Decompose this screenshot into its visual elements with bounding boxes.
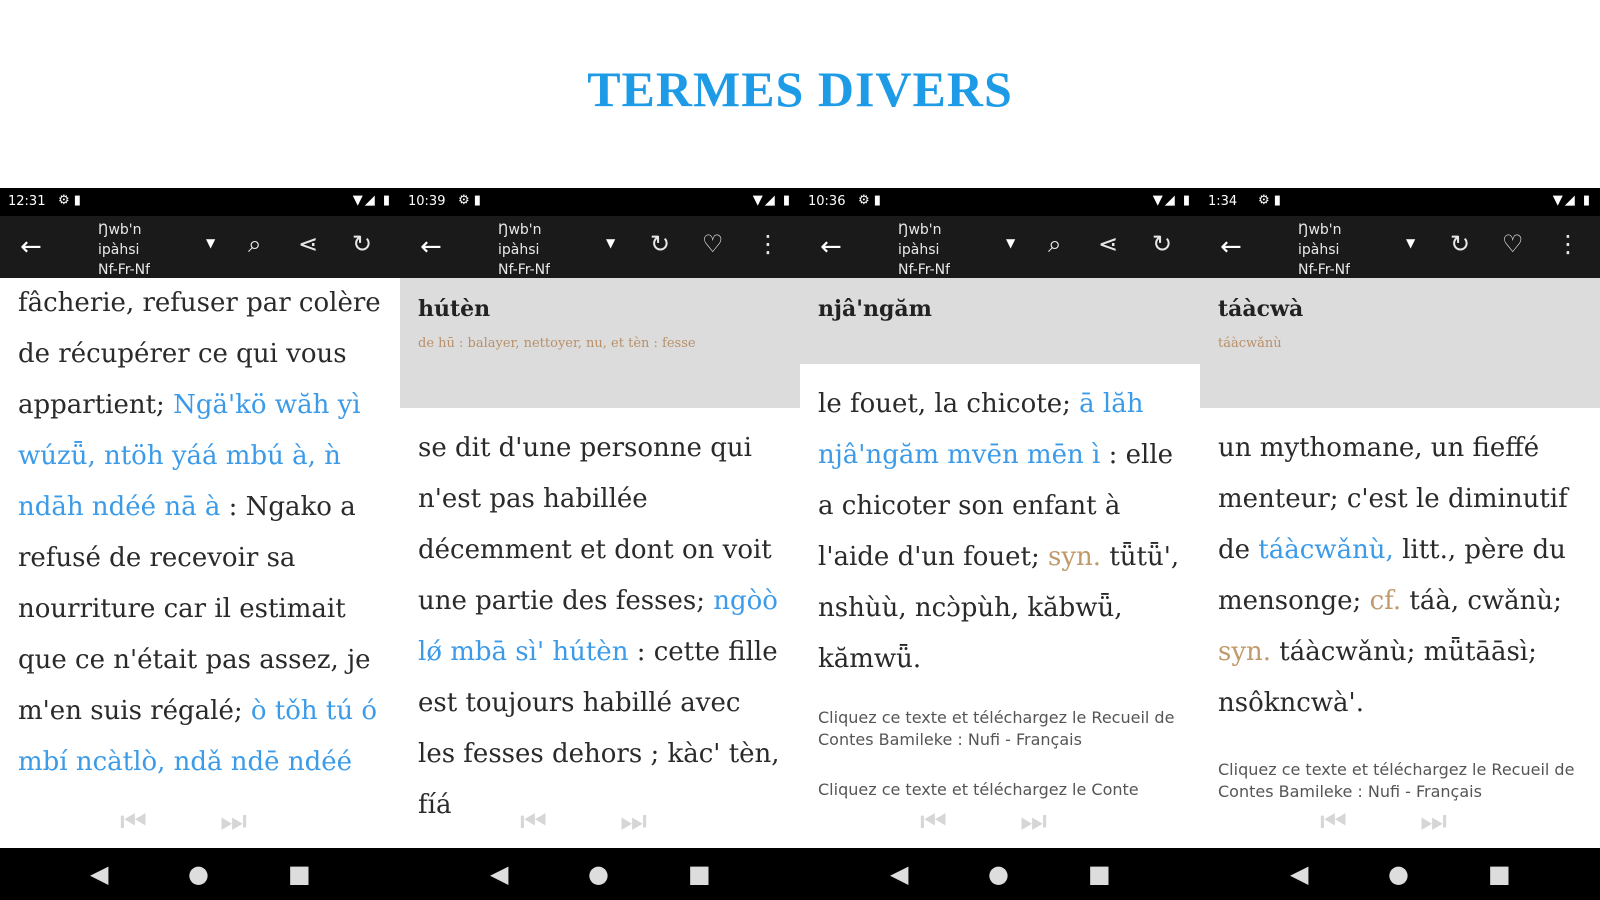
app-title-line: Ŋwb'n bbox=[98, 222, 142, 238]
download-link[interactable]: Cliquez ce texte et téléchargez le Conte bbox=[818, 780, 1139, 799]
refresh-icon[interactable]: ↻ bbox=[352, 230, 373, 258]
prev-icon[interactable]: ⏮ bbox=[120, 804, 147, 839]
screenshots-strip bbox=[0, 188, 1600, 900]
back-arrow-icon[interactable]: ← bbox=[820, 232, 842, 262]
entry-body bbox=[800, 364, 1200, 685]
share-icon[interactable]: ⋖ bbox=[1098, 230, 1119, 258]
status-bar bbox=[0, 188, 400, 216]
app-title-line: Ŋwb'n bbox=[1298, 222, 1342, 238]
definition-text: litt., père du mensonge; bbox=[1218, 535, 1566, 616]
definition-text: le fouet, la chicote; bbox=[818, 389, 1080, 419]
status-bar bbox=[400, 188, 800, 216]
nav-back-icon[interactable]: ◀ bbox=[90, 860, 109, 888]
refresh-icon[interactable]: ↻ bbox=[1152, 230, 1173, 258]
dropdown-icon[interactable]: ▼ bbox=[206, 236, 216, 250]
app-title-line: Nf-Fr-Nf bbox=[498, 262, 551, 278]
app-bar bbox=[400, 216, 800, 278]
entry-content bbox=[400, 278, 800, 848]
nav-home-icon[interactable]: ● bbox=[588, 860, 609, 888]
app-title-line: ipàhsi bbox=[898, 242, 940, 258]
media-controls bbox=[520, 804, 680, 844]
status-icons-right: ▼◢ ▮ bbox=[1152, 193, 1192, 208]
download-link[interactable]: Cliquez ce texte et téléchargez le Recueil de Contes Bamileke : Nufi - Français bbox=[1218, 760, 1575, 801]
abbrev-label: syn. bbox=[1218, 637, 1272, 667]
example-phrase[interactable]: táàcwǎnù, bbox=[1258, 535, 1394, 565]
download-link[interactable]: Cliquez ce texte et téléchargez le Recueil de Contes Bamileke : Nufi - Français bbox=[818, 708, 1175, 749]
app-title-line: Ŋwb'n bbox=[898, 222, 942, 238]
entry-headword: táàcwà bbox=[1218, 296, 1304, 322]
example-phrase[interactable]: ā lăh njâ'ngăm mvēn mēn ì bbox=[818, 389, 1144, 470]
nav-recents-icon[interactable]: ■ bbox=[688, 860, 711, 888]
nav-recents-icon[interactable]: ■ bbox=[1488, 860, 1511, 888]
status-icons-left: ⚙ ▮ bbox=[1258, 193, 1281, 208]
definition-text: tǖtǖ', nshùù, ncɔ̀pùh, kăbwǖ, kămwǖ. bbox=[818, 542, 1180, 674]
app-bar bbox=[800, 216, 1200, 278]
app-bar bbox=[1200, 216, 1600, 278]
status-icons-left: ⚙ ▮ bbox=[58, 193, 81, 208]
entry-header bbox=[400, 278, 800, 408]
back-arrow-icon[interactable]: ← bbox=[20, 232, 42, 262]
nav-home-icon[interactable]: ● bbox=[988, 860, 1009, 888]
media-controls bbox=[120, 804, 280, 844]
entry-header bbox=[800, 278, 1200, 364]
entry-body bbox=[1200, 408, 1600, 729]
phone-panel-2 bbox=[400, 188, 800, 848]
entry-content bbox=[800, 278, 1200, 848]
entry-headword: njâ'ngăm bbox=[818, 296, 932, 322]
share-icon[interactable]: ⋖ bbox=[298, 230, 319, 258]
nav-home-icon[interactable]: ● bbox=[188, 860, 209, 888]
refresh-icon[interactable]: ↻ bbox=[650, 230, 671, 258]
more-vert-icon[interactable]: ⋮ bbox=[756, 230, 780, 258]
nav-back-icon[interactable]: ◀ bbox=[890, 860, 909, 888]
banner bbox=[0, 0, 1600, 186]
prev-icon[interactable]: ⏮ bbox=[920, 804, 947, 839]
search-icon[interactable]: ⌕ bbox=[1048, 230, 1062, 258]
refresh-icon[interactable]: ↻ bbox=[1450, 230, 1471, 258]
app-title[interactable] bbox=[898, 220, 950, 278]
entry-body bbox=[0, 278, 400, 788]
status-icons-right: ▼◢ ▮ bbox=[1552, 193, 1592, 208]
status-bar bbox=[1200, 188, 1600, 216]
example-phrase[interactable]: Ngä'kö wăh yì wúzǖ, ntöh yáá mbú à, ǹ ndāh ndéé nā à bbox=[18, 390, 361, 522]
entry-content bbox=[1200, 278, 1600, 848]
example-phrase[interactable]: ngòò lǿ mbā sì' hútèn bbox=[418, 586, 778, 667]
nav-back-icon[interactable]: ◀ bbox=[1290, 860, 1309, 888]
phone-panel-3 bbox=[800, 188, 1200, 848]
status-time: 12:31 bbox=[8, 194, 46, 209]
nav-back-icon[interactable]: ◀ bbox=[490, 860, 509, 888]
next-icon[interactable]: ⏭ bbox=[1020, 804, 1047, 839]
heart-icon[interactable]: ♡ bbox=[702, 230, 724, 258]
app-title[interactable] bbox=[498, 220, 550, 278]
app-title-line: ipàhsi bbox=[98, 242, 140, 258]
phone-panel-4 bbox=[1200, 188, 1600, 848]
next-icon[interactable]: ⏭ bbox=[1420, 804, 1447, 839]
app-title[interactable] bbox=[98, 220, 150, 278]
banner-title: TERMES DIVERS bbox=[587, 61, 1013, 117]
back-arrow-icon[interactable]: ← bbox=[420, 232, 442, 262]
prev-icon[interactable]: ⏮ bbox=[1320, 804, 1347, 839]
app-title-line: Ŋwb'n bbox=[498, 222, 542, 238]
entry-etymology: de hū : balayer, nettoyer, nu, et tèn : fesse bbox=[418, 336, 696, 351]
status-bar bbox=[800, 188, 1200, 216]
app-title-line: Nf-Fr-Nf bbox=[1298, 262, 1351, 278]
media-controls bbox=[920, 804, 1080, 844]
app-bar bbox=[0, 216, 400, 278]
dropdown-icon[interactable]: ▼ bbox=[1006, 236, 1016, 250]
abbrev-label: cf. bbox=[1369, 586, 1402, 616]
android-nav-bar bbox=[0, 848, 1600, 900]
app-title-line: Nf-Fr-Nf bbox=[98, 262, 151, 278]
app-title-line: Nf-Fr-Nf bbox=[898, 262, 951, 278]
entry-body bbox=[400, 408, 800, 831]
entry-headword: hútèn bbox=[418, 296, 491, 322]
back-arrow-icon[interactable]: ← bbox=[1220, 232, 1242, 262]
status-icons-right: ▼◢ ▮ bbox=[352, 193, 392, 208]
next-icon[interactable]: ⏭ bbox=[220, 804, 247, 839]
definition-text: : Ngako a refusé de recevoir sa nourriture car il estimait que ce n'était pas assez, je m'en suis régalé; bbox=[18, 492, 371, 726]
dropdown-icon[interactable]: ▼ bbox=[606, 236, 616, 250]
status-icons-right: ▼◢ ▮ bbox=[752, 193, 792, 208]
definition-text: táàcwǎnù; mǖtāāsì; nsôkncwà'. bbox=[1218, 637, 1537, 718]
definition-text: : cette fille est toujours habillé avec les fesses dehors ; kàc' tèn, fíá bbox=[418, 637, 780, 820]
phone-panel-1 bbox=[0, 188, 400, 848]
definition-text: un mythomane, un fieffé menteur; c'est le diminutif de bbox=[1218, 433, 1568, 565]
abbrev-label: syn. bbox=[1048, 542, 1102, 572]
media-controls bbox=[1320, 804, 1480, 844]
more-vert-icon[interactable]: ⋮ bbox=[1556, 230, 1580, 258]
dropdown-icon[interactable]: ▼ bbox=[1406, 236, 1416, 250]
definition-text: : elle a chicoter son enfant à l'aide d'un fouet; bbox=[818, 440, 1174, 572]
status-icons-left: ⚙ ▮ bbox=[458, 193, 481, 208]
nav-home-icon[interactable]: ● bbox=[1388, 860, 1409, 888]
search-icon[interactable]: ⌕ bbox=[248, 230, 262, 258]
definition-text: táà, cwǎnù; bbox=[1401, 586, 1562, 616]
definition-text: fâcherie, refuser par colère de récupérer ce qui vous appartient; bbox=[18, 288, 381, 420]
definition-text: se dit d'une personne qui n'est pas habillée décemment et dont on voit une partie des fesses; bbox=[418, 433, 772, 616]
status-time: 1:34 bbox=[1208, 194, 1238, 209]
example-phrase[interactable]: ò tǒh tú ó mbí ncàtlò, ndǎ ndē ndéé bbox=[18, 696, 378, 777]
next-icon[interactable]: ⏭ bbox=[620, 804, 647, 839]
entry-etymology: táàcwǎnù bbox=[1218, 336, 1282, 351]
app-title-line: ipàhsi bbox=[1298, 242, 1340, 258]
status-time: 10:36 bbox=[808, 194, 846, 209]
entry-header bbox=[1200, 278, 1600, 408]
status-icons-left: ⚙ ▮ bbox=[858, 193, 881, 208]
status-time: 10:39 bbox=[408, 194, 446, 209]
entry-content bbox=[0, 278, 400, 848]
app-title-line: ipàhsi bbox=[498, 242, 540, 258]
nav-recents-icon[interactable]: ■ bbox=[288, 860, 311, 888]
heart-icon[interactable]: ♡ bbox=[1502, 230, 1524, 258]
prev-icon[interactable]: ⏮ bbox=[520, 804, 547, 839]
app-title[interactable] bbox=[1298, 220, 1350, 278]
nav-recents-icon[interactable]: ■ bbox=[1088, 860, 1111, 888]
